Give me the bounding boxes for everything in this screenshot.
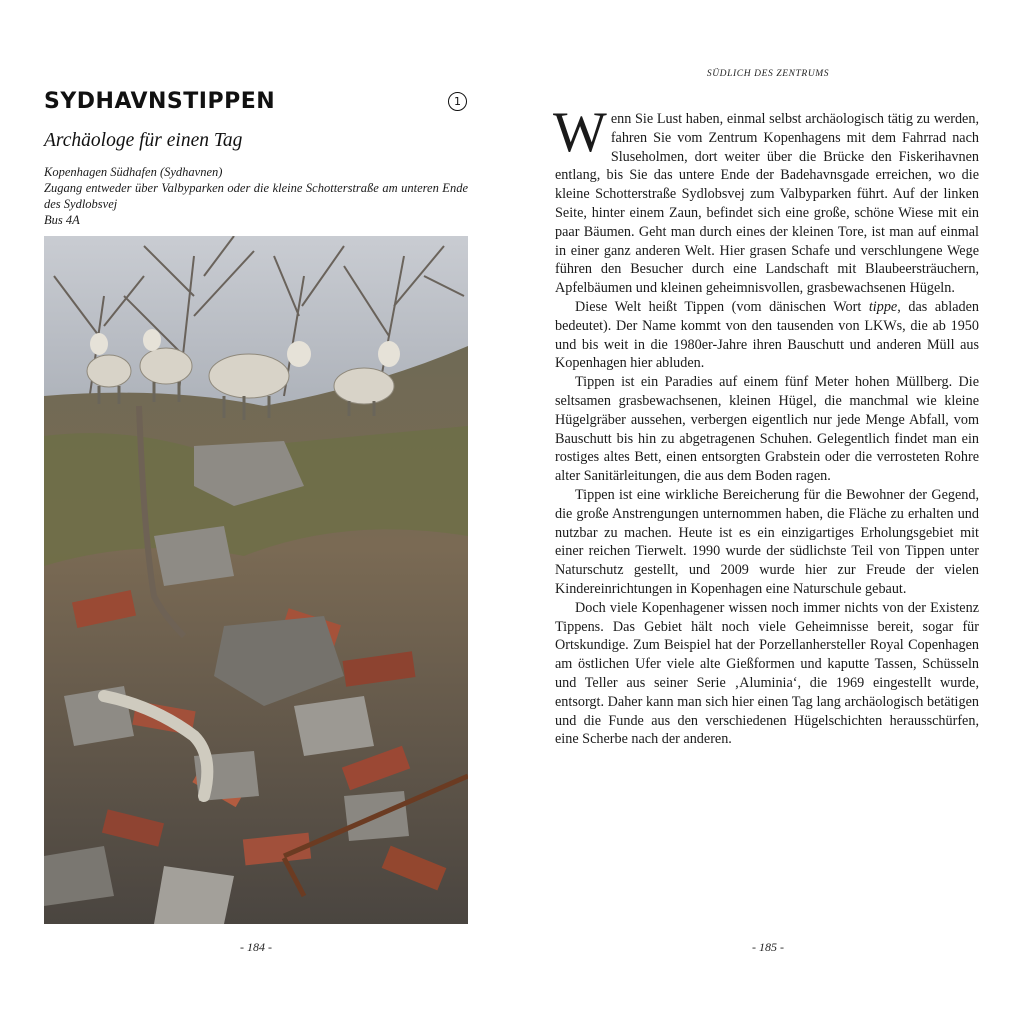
page-number-left: - 184 - — [240, 940, 272, 954]
italic-word: tippe — [868, 298, 898, 315]
running-head: SÜDLICH DES ZENTRUMS — [706, 69, 830, 79]
info-line-access: Zugang entweder über Valbyparken oder die kleine Schotterstraße am unteren Ende des Sydlobsvej — [44, 181, 468, 211]
info-line-location: Kopenhagen Südhafen (Sydhavnen) — [44, 165, 223, 179]
page-subtitle: Archäologe für einen Tag — [44, 130, 243, 151]
info-line-bus: Bus 4A — [44, 213, 80, 227]
right-page — [512, 0, 1024, 1024]
paragraph-4: Tippen ist eine wirkliche Bereicherung für die Bewohner der Gegend, die große Anstrengungen unternommen haben, die Fläche zu erhalten und nutzbar zu machen. Heute ist es ein einzigartiges Erholungsgebiet mit einer reichen Tierwelt. 1990 wurde der südlichste Teil von Tippen unter Naturschutz gestellt, und 2009 wurde hier zur Freude der vielen Kindereinrichtungen in Kopenhagen eine Naturschule gebaut. — [555, 486, 979, 597]
location-info — [44, 164, 468, 228]
entry-number-badge: 1 — [448, 92, 467, 111]
sheep-on-rubble-photo — [44, 236, 468, 924]
paragraph-5: Doch viele Kopenhagener wissen noch immer nichts von der Existenz Tippens. Das Gebiet hält noch viele Geheimnisse bereit, sogar für Ortskundige. Zum Beispiel hat der Porzellanhersteller Royal Copenhagen am östlichen Ufer viele alte Gießformen und kaputte Tassen, Schüsseln und Teller aus seiner Serie ‚Aluminia‘, die 1969 eingestellt wurde, entsorgt. Daher kann man sich hier einen Tag lang archäologisch betätigen und die Funde aus den verschiedenen Hügelschichten herausschürfen, eine Scherbe nach der anderen. — [555, 599, 979, 748]
paragraph-2: Diese Welt heißt Tippen (vom dänischen Wort tippe, das abladen bedeutet). Der Name kommt von den tausenden von LKWs, die ab 1950 und bis weit in die 1980er-Jahre ihren Bauschutt und anderen Müll aus Kopenhagen hier abluden. — [555, 298, 979, 372]
page-number-right: - 185 - — [752, 940, 784, 954]
article-body — [553, 101, 979, 749]
paragraph-3: Tippen ist ein Paradies auf einem fünf Meter hohen Müllberg. Die seltsamen grasbewachsenen, kleinen Hügel, die manchmal wie kleine Hügelgräber aussehen, verbergen eigentlich nur jede Menge Abfall, vom Bauschutt bis hin zu abgetragenen Schuhen. Gelegentlich findet man ein rostiges altes Bett, einen entsorgten Grabstein oder die verrosteten Rohre alter Sanitärleitungen, die aus dem Boden ragen. — [555, 374, 979, 485]
paragraph-1: Wenn Sie Lust haben, einmal selbst archäologisch tätig zu werden, fahren Sie vom Zentrum Kopenhagens mit dem Fahrrad nach Sluseholmen, dort weiter über die Brücke den Fiskerihavnen entlang, bis Sie das untere Ende der Badehavnsgade erreichen, wo die kleine Schotterstraße Sydlobsvej zum Valbyparken führt. Auf der linken Seite, hinter einem Zaun, befindet sich eine große, schöne Wiese mit ein paar Bäumen. Geht man durch eines der kleinen Tore, ist man auf einmal in einer ganz anderen Welt. Hier grasen Schafe und verschlungene Wege führen den Besucher durch eine Landschaft mit Blaubeersträuchern, Apfelbäumen und kleinen geheimnisvollen, grasbewachsenen Hügeln. — [553, 101, 979, 297]
drop-cap: W — [553, 101, 607, 164]
page-title: SYDHAVNSTIPPEN — [44, 89, 276, 114]
